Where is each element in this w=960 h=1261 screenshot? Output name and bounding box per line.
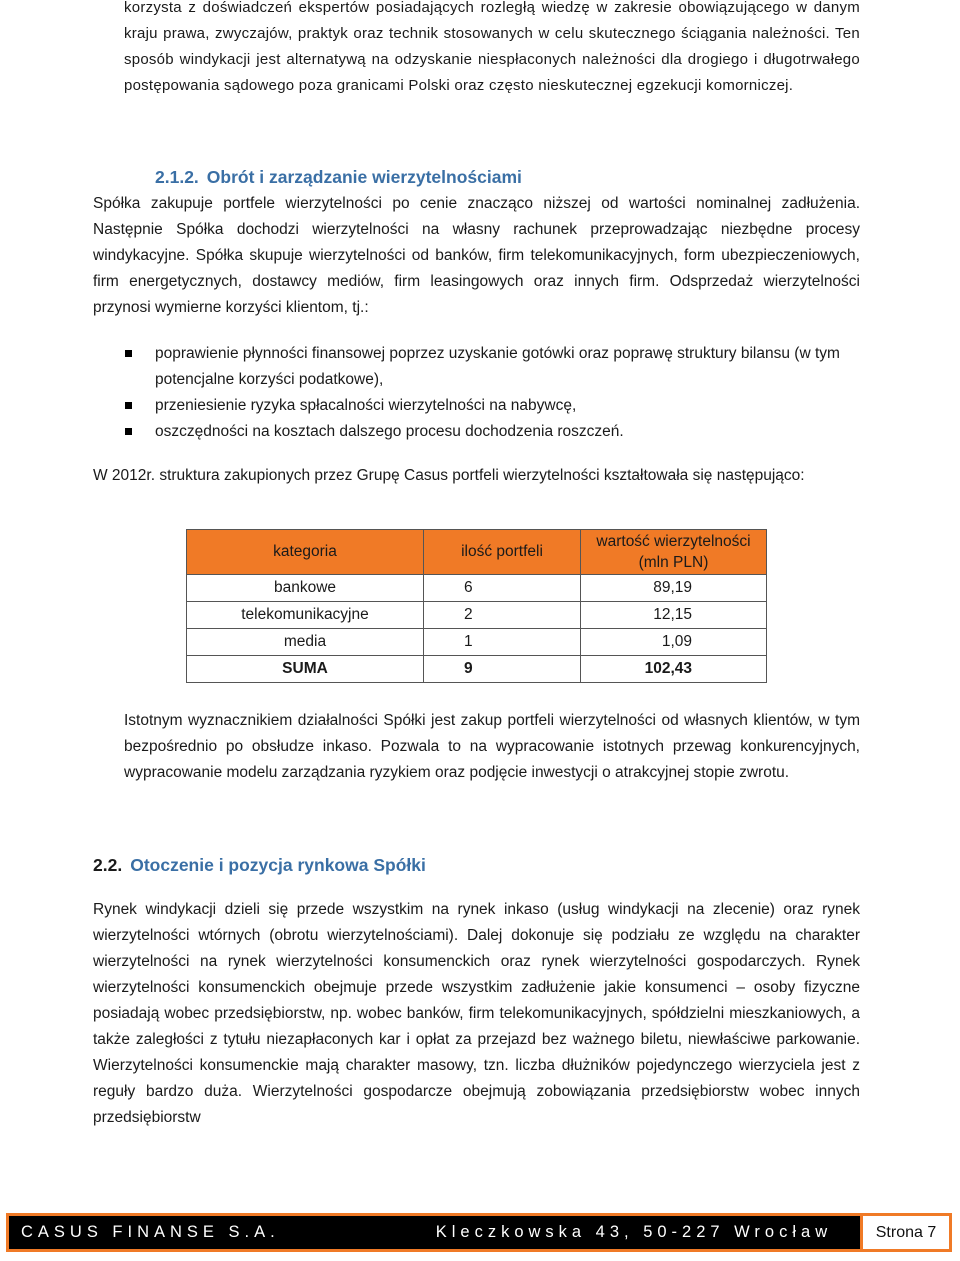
section-heading-2-2 bbox=[93, 855, 426, 876]
footer-address: Kleczkowska 43, 50-227 Wrocław bbox=[435, 1223, 833, 1241]
footer-company-bar bbox=[9, 1216, 860, 1249]
cell-value: 12,15 bbox=[581, 602, 767, 629]
intro-paragraph: korzysta z doświadczeń ekspertów posiadających rozległą wiedzę w zakresie obowiązującego w danym kraju prawa, zwyczajów, praktyk oraz technik stosowanych w celu skutecznego ściągania należności. Ten sposób windykacji jest alternatywą na odzyskanie niespłaconych należności dla drogiego i długotrwałego postępowania sądowego poza granicami Polski oraz często nieskutecznej egzekucji komorniczej. bbox=[124, 0, 860, 94]
table-sum-row bbox=[187, 656, 767, 683]
cell-value: 1,09 bbox=[581, 629, 767, 656]
benefits-list bbox=[124, 341, 860, 445]
cell-sum-count: 9 bbox=[424, 656, 581, 683]
market-paragraph: Rynek windykacji dzieli się przede wszystkim na rynek inkaso (usług windykacji na zlecenie) oraz rynek wierzytelności wtórnych (obrotu wierzytelnościami). Dalej dokonuje się podziału ze względu na charakter wierzytelności na rynek wierzytelności konsumenckich oraz rynek wierzytelności gospodarczych. Rynek wierzytelności konsumenckich obejmuje przede wszystkim zadłużenie jakie konsumenci – osoby fizyczne posiadają wobec przedsiębiorstw, np. wobec banków, firm telekomunikacyjnych, spółdzielni mieszkaniowych, a także zaległości z tytułu niezapłaconych kar i opłat za przejazd bez ważnego biletu, niewłaściwe parkowanie. Wierzytelności konsumenckie mają charakter masowy, tzn. liczba dłużników pojedynczego wierzyciela jest z reguły bardzo duża. Wierzytelności gospodarcze obejmują zobowiązania przedsiębiorstw wobec innych przedsiębiorstw bbox=[93, 901, 860, 1126]
section-heading-2-1-2 bbox=[155, 167, 522, 188]
list-item bbox=[124, 341, 860, 393]
square-bullet-icon bbox=[125, 402, 132, 409]
table-row bbox=[187, 629, 767, 656]
header-count: ilość portfeli bbox=[424, 530, 581, 575]
section-number: 2.1.2. bbox=[155, 167, 199, 187]
table-row bbox=[187, 575, 767, 602]
cell-count: 1 bbox=[424, 629, 581, 656]
cell-sum-value: 102,43 bbox=[581, 656, 767, 683]
list-item bbox=[124, 419, 860, 445]
after-table-paragraph: Istotnym wyznacznikiem działalności Spółki jest zakup portfeli wierzytelności od własnych klientów, w tym bezpośrednio po obsłudze inkaso. Pozwala to na wypracowanie istotnych przewag konkurencyjnych, wypracowanie modelu zarządzania ryzykiem oraz podjęcie inwestycji o atrakcyjnej stopie zwrotu. bbox=[124, 712, 860, 781]
cell-count: 2 bbox=[424, 602, 581, 629]
section-title: Otoczenie i pozycja rynkowa Spółki bbox=[130, 855, 426, 875]
square-bullet-icon bbox=[125, 350, 132, 357]
table-intro: W 2012r. struktura zakupionych przez Grupę Casus portfeli wierzytelności kształtowała się następująco: bbox=[93, 467, 805, 484]
list-item-text: przeniesienie ryzyka spłacalności wierzytelności na nabywcę, bbox=[155, 397, 577, 414]
list-item-text: oszczędności na kosztach dalszego procesu dochodzenia roszczeń. bbox=[155, 423, 624, 440]
cell-sum-label: SUMA bbox=[187, 656, 424, 683]
table-row bbox=[187, 602, 767, 629]
portfolio-table bbox=[186, 529, 767, 683]
section-paragraph: Spółka zakupuje portfele wierzytelności po cenie znacząco niższej od wartości nominalnej zadłużenia. Następnie Spółka dochodzi wierzytelności na własny rachunek przeprowadzając niezbędne procesy windykacyjne. Spółka skupuje wierzytelności od banków, firm telekomunikacyjnych, form ubezpieczeniowych, firm energetycznych, dostawcy mediów, firm leasingowych oraz innych firm. Odsprzedaż wierzytelności przynosi wymierne korzyści klientom, tj.: bbox=[93, 195, 860, 316]
section-title: Obrót i zarządzanie wierzytelnościami bbox=[206, 167, 522, 187]
list-item-text: poprawienie płynności finansowej poprzez uzyskanie gotówki oraz poprawę struktury bilansu (w tym potencjalne korzyści podatkowe), bbox=[155, 345, 840, 388]
cell-count: 6 bbox=[424, 575, 581, 602]
table-header-row bbox=[187, 530, 767, 575]
footer-company: CASUS FINANSE S.A. bbox=[21, 1223, 280, 1241]
square-bullet-icon bbox=[125, 428, 132, 435]
section-number: 2.2. bbox=[93, 855, 123, 875]
list-item bbox=[124, 393, 860, 419]
header-value: wartość wierzytelności (mln PLN) bbox=[581, 530, 767, 575]
cell-category: bankowe bbox=[187, 575, 424, 602]
cell-category: media bbox=[187, 629, 424, 656]
page-footer bbox=[6, 1213, 952, 1252]
cell-value: 89,19 bbox=[581, 575, 767, 602]
header-category: kategoria bbox=[187, 530, 424, 575]
cell-category: telekomunikacyjne bbox=[187, 602, 424, 629]
footer-page-number: Strona 7 bbox=[863, 1216, 949, 1249]
